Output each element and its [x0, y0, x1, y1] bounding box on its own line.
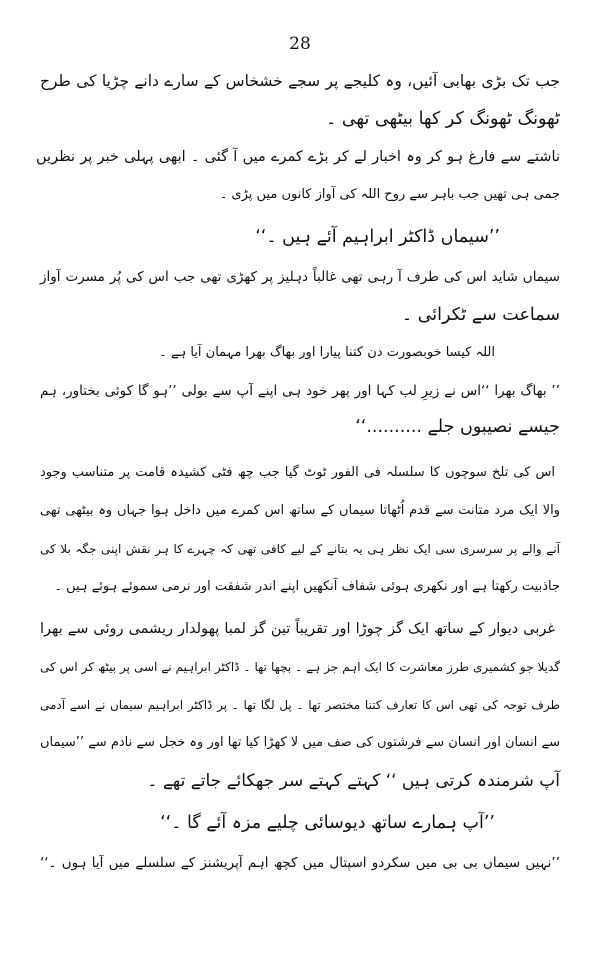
text-line: اللہ کیسا خوبصورت دن کتنا پیارا اور بھاگ بھرا مہمان آیا ہے ۔ — [159, 345, 495, 360]
text-line: سماعت سے ٹکرائی ۔ — [401, 305, 560, 325]
text-line: آپ شرمندہ کرتی ہیں ‘‘ کہتے کہتے سر جھکائے جاتے تھے ۔ — [147, 771, 560, 791]
text-line: ’’سیماں ڈاکٹر ابراہیم آئے ہیں ۔‘‘ — [255, 227, 500, 247]
text-line: جیسے نصیبوں جلے ..........‘‘ — [355, 417, 560, 437]
text-line: جمی ہی تھیں جب باہر سے روح اللہ کی آواز کانوں میں پڑی ۔ — [219, 187, 560, 202]
text-line: اس کی تلخ سوچوں کا سلسلہ فی الفور ٹوٹ گیا جب چھ فٹی کشیدہ قامت پر متناسب وجود — [40, 465, 555, 480]
text-line: طرف توجہ کی تھی اس کا تعارف کتنا مختصر تھا ۔ پل لگا تھا ۔ پر ڈاکٹر ابراہیم سیماں نے اسے آدمی — [40, 698, 560, 712]
text-line: سیماں شاید اس کی طرف آ رہی تھی غالباً دہلیز پر کھڑی تھی جب اس کی پُر مسرت آواز — [40, 269, 560, 285]
page-number: 28 — [289, 34, 311, 54]
text-line: والا ایک مرد متانت سے قدم اُٹھاتا سیماں کے ساتھ اس کمرے میں داخل ہوا جہاں وہ بیٹھی تھی — [40, 503, 560, 518]
text-line: گدیلا جو کشمیری طرز معاشرت کا ایک اہم جز ہے ۔ بچھا تھا ۔ ڈاکٹر ابراہیم نے اسی پر بیٹھ کر اس کی — [40, 660, 560, 674]
text-line: سے انسان اور انسان سے فرشتوں کی صف میں لا کھڑا کیا تھا اور وہ خجل سے نادم سے ’’سیماں — [39, 735, 560, 750]
text-line: ناشتے سے فارغ ہو کر وہ اخبار لے کر بڑے کمرے میں آ گئی ۔ ابھی پہلی خبر پر نظریں — [36, 149, 560, 165]
text-line: ’’نہیں سیماں بی بی میں سکردو اسپتال میں کچھ اہم آپریشنز کے سلسلے میں آیا ہوں ۔‘‘ — [40, 855, 560, 871]
text-line: ’’ بھاگ بھرا ‘‘اس نے زیرِ لب کہا اور پھر خود ہی اپنے آپ سے بولی ’’ہو گا کوئی بختاور، ہم — [40, 383, 560, 399]
text-line: ’’آپ ہمارے ساتھ دیوسائی چلیے مزہ آئے گا ۔‘‘ — [160, 813, 495, 833]
text-line: ٹھونگ ٹھونگ کر کھا بیٹھی تھی ۔ — [326, 109, 560, 129]
text-line: جاذبیت رکھتا ہے اور نکھری ہوئی شفاف آنکھیں اپنے اندر شفقت اور نرمی سموئے ہوئے ہیں ۔ — [54, 579, 560, 594]
text-line: جب تک بڑی بھابی آئیں، وہ کلیجے پر سجے خشخاس کے سارے دانے چڑیا کی طرح — [40, 72, 560, 90]
text-line: آنے والے پر سرسری سی ایک نظر ہی یہ بتانے کے لیے کافی تھی کہ چہرے کا ہر نقش اپنی جگہ بلا کی — [40, 542, 560, 556]
text-line: غربی دیوار کے ساتھ ایک گز چوڑا اور تقریباً تین گز لمبا پھولدار ریشمی روئی سے بھرا — [40, 621, 555, 637]
